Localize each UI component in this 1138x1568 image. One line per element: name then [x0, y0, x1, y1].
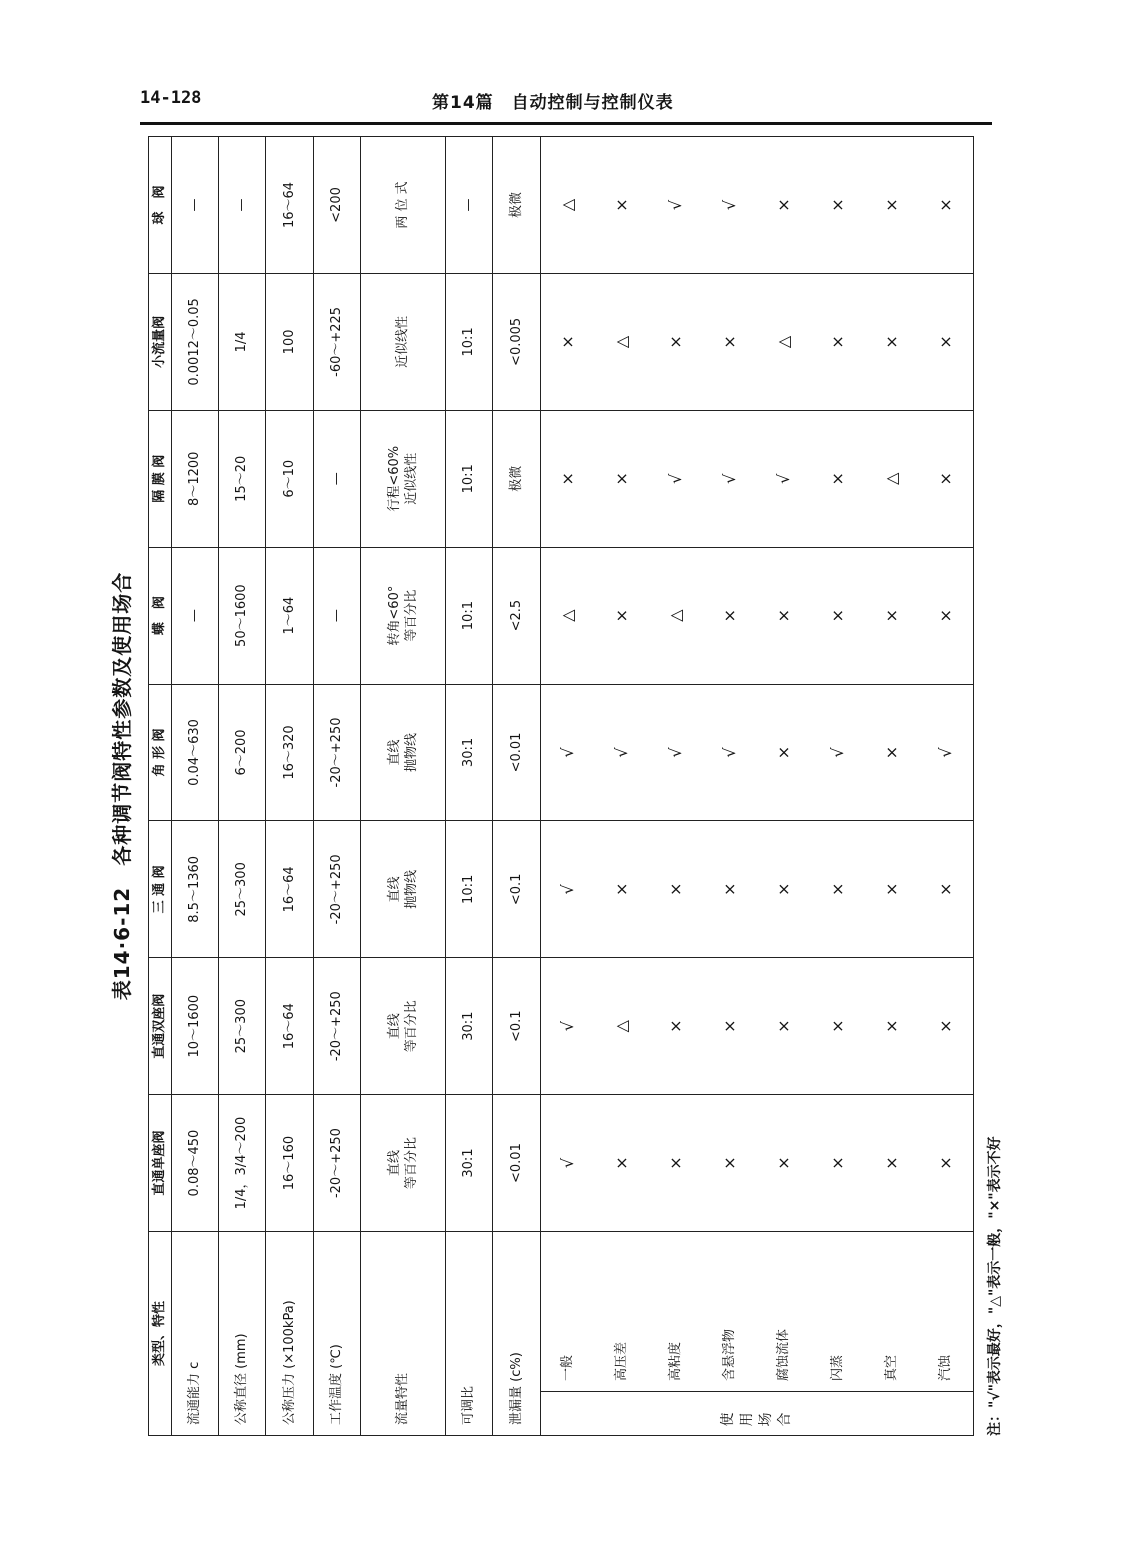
usage-row [595, 137, 649, 1436]
usage-mark: △ [595, 958, 649, 1095]
usage-mark: × [811, 958, 865, 1095]
usage-mark: × [757, 684, 811, 821]
usage-mark: × [703, 1095, 757, 1232]
usage-mark: × [918, 958, 973, 1095]
param-cell: <0.005 [493, 273, 540, 410]
param-row [219, 137, 266, 1436]
usage-mark: × [595, 137, 649, 274]
param-cell: 8～1200 [171, 410, 218, 547]
usage-mark: △ [540, 547, 595, 684]
table-header-row [149, 137, 172, 1436]
usage-label: 高粘度 [649, 1231, 703, 1391]
usage-label: 一般 [540, 1231, 595, 1391]
usage-mark: × [757, 547, 811, 684]
param-label: 泄漏量 (c%) [493, 1231, 540, 1435]
usage-mark: × [865, 821, 919, 958]
usage-mark: √ [918, 684, 973, 821]
param-cell: 10:1 [445, 273, 492, 410]
param-label: 工作温度 (℃) [313, 1231, 360, 1435]
param-label: 公称压力 (×100kPa) [266, 1231, 313, 1435]
usage-mark: × [811, 410, 865, 547]
usage-mark: × [918, 410, 973, 547]
param-cell: 25～300 [219, 821, 266, 958]
param-cell: 15～20 [219, 410, 266, 547]
param-cell: 6～10 [266, 410, 313, 547]
usage-mark: × [865, 958, 919, 1095]
usage-mark: × [811, 273, 865, 410]
param-cell: 100 [266, 273, 313, 410]
usage-mark: × [649, 958, 703, 1095]
usage-mark: √ [540, 958, 595, 1095]
usage-mark: × [811, 547, 865, 684]
usage-row [540, 137, 595, 1436]
usage-mark: √ [649, 410, 703, 547]
param-cell: 10:1 [445, 821, 492, 958]
param-cell: <0.01 [493, 684, 540, 821]
param-label: 可调比 [445, 1231, 492, 1435]
param-cell: 8.5～1360 [171, 821, 218, 958]
param-cell: 1/4，3/4～200 [219, 1095, 266, 1232]
header-valve-type: 角 形 阀 [149, 684, 172, 821]
page-number: 14-128 [140, 88, 202, 108]
header-valve-type: 三 通 阀 [149, 821, 172, 958]
page-header [140, 88, 992, 122]
usage-mark: √ [540, 1095, 595, 1232]
usage-mark: × [865, 273, 919, 410]
usage-mark: √ [540, 684, 595, 821]
usage-mark: × [811, 137, 865, 274]
usage-label: 真空 [865, 1231, 919, 1391]
param-row [171, 137, 218, 1436]
header-valve-type: 小流量阀 [149, 273, 172, 410]
usage-mark: × [703, 547, 757, 684]
usage-label: 高压差 [595, 1231, 649, 1391]
usage-row [918, 137, 973, 1436]
param-cell: 0.04～630 [171, 684, 218, 821]
usage-mark: △ [865, 410, 919, 547]
header-rule [140, 122, 992, 125]
usage-mark: △ [649, 547, 703, 684]
usage-mark: × [811, 821, 865, 958]
usage-mark: × [918, 137, 973, 274]
usage-mark: × [703, 273, 757, 410]
usage-mark: √ [703, 684, 757, 821]
rotated-table-region [110, 136, 1003, 1436]
param-cell: 25～300 [219, 958, 266, 1095]
param-cell: 16～64 [266, 821, 313, 958]
usage-mark: × [918, 273, 973, 410]
param-label: 公称直径 (mm) [219, 1231, 266, 1435]
param-cell: 30:1 [445, 1095, 492, 1232]
param-cell: — [171, 137, 218, 274]
usage-label: 含悬浮物 [703, 1231, 757, 1391]
param-row [361, 137, 445, 1436]
param-row [445, 137, 492, 1436]
header-valve-type: 隔 膜 阀 [149, 410, 172, 547]
usage-mark: × [595, 410, 649, 547]
usage-mark: × [595, 547, 649, 684]
param-label: 流量特性 [361, 1231, 445, 1435]
usage-mark: × [595, 1095, 649, 1232]
param-cell: 16～64 [266, 958, 313, 1095]
param-cell: 50～1600 [219, 547, 266, 684]
param-cell: <200 [313, 137, 360, 274]
param-cell: 1/4 [219, 273, 266, 410]
section-title: 第14篇 自动控制与控制仪表 [432, 93, 674, 113]
param-row [493, 137, 540, 1436]
usage-mark: △ [540, 137, 595, 274]
usage-mark: × [649, 821, 703, 958]
param-cell: 10:1 [445, 547, 492, 684]
param-cell: 10～1600 [171, 958, 218, 1095]
param-cell: 近似线性 [361, 273, 445, 410]
usage-mark: × [649, 1095, 703, 1232]
usage-mark: × [703, 821, 757, 958]
usage-mark: × [918, 547, 973, 684]
param-cell: 直线 等百分比 [361, 958, 445, 1095]
usage-mark: √ [649, 137, 703, 274]
param-cell: — [445, 137, 492, 274]
usage-mark: √ [540, 821, 595, 958]
header-valve-type: 直通单座阀 [149, 1095, 172, 1232]
usage-mark: √ [703, 410, 757, 547]
usage-mark: × [865, 684, 919, 821]
param-cell: 直线 抛物线 [361, 821, 445, 958]
header-valve-type: 蝶 阀 [149, 547, 172, 684]
valve-spec-table [148, 136, 974, 1436]
header-category: 类型、特性 [149, 1231, 172, 1435]
param-cell: — [219, 137, 266, 274]
usage-row [649, 137, 703, 1436]
param-cell: 16～64 [266, 137, 313, 274]
usage-mark: √ [649, 684, 703, 821]
param-cell: — [313, 547, 360, 684]
param-cell: -20～+250 [313, 684, 360, 821]
usage-mark: × [540, 410, 595, 547]
param-cell: — [313, 410, 360, 547]
usage-mark: √ [811, 684, 865, 821]
usage-group-label: 使用场合 [540, 1392, 973, 1436]
usage-mark: × [757, 821, 811, 958]
usage-mark: × [865, 137, 919, 274]
param-cell: 16～320 [266, 684, 313, 821]
param-cell: 两 位 式 [361, 137, 445, 274]
usage-mark: × [865, 1095, 919, 1232]
param-label: 流通能力 c [171, 1231, 218, 1435]
param-cell: -20～+250 [313, 958, 360, 1095]
table-caption: 表14·6-12 各种调节阀特性参数及使用场合 [110, 571, 134, 1001]
usage-mark: △ [757, 273, 811, 410]
param-cell: <0.01 [493, 1095, 540, 1232]
param-cell: 极微 [493, 410, 540, 547]
param-cell: <0.1 [493, 821, 540, 958]
param-cell: 10:1 [445, 410, 492, 547]
param-cell: <0.1 [493, 958, 540, 1095]
usage-label: 腐蚀流体 [757, 1231, 811, 1391]
usage-label: 汽蚀 [918, 1231, 973, 1391]
usage-row [865, 137, 919, 1436]
usage-mark: × [595, 821, 649, 958]
usage-label: 闪蒸 [811, 1231, 865, 1391]
usage-mark: √ [595, 684, 649, 821]
param-row [313, 137, 360, 1436]
usage-mark: × [649, 273, 703, 410]
param-cell: <2.5 [493, 547, 540, 684]
param-cell: -60～+225 [313, 273, 360, 410]
param-cell: 6～200 [219, 684, 266, 821]
usage-mark: × [757, 958, 811, 1095]
usage-row [757, 137, 811, 1436]
usage-mark: △ [595, 273, 649, 410]
usage-row [811, 137, 865, 1436]
usage-mark: × [918, 821, 973, 958]
usage-mark: × [703, 958, 757, 1095]
param-cell: 0.08～450 [171, 1095, 218, 1232]
header-valve-type: 球 阀 [149, 137, 172, 274]
usage-mark: × [811, 1095, 865, 1232]
param-cell: 直线 抛物线 [361, 684, 445, 821]
param-cell: 30:1 [445, 958, 492, 1095]
header-valve-type: 直通双座阀 [149, 958, 172, 1095]
usage-mark: × [865, 547, 919, 684]
param-cell: 30:1 [445, 684, 492, 821]
param-cell: 转角<60° 等百分比 [361, 547, 445, 684]
usage-mark: × [757, 1095, 811, 1232]
table-body [171, 137, 973, 1436]
usage-mark: √ [703, 137, 757, 274]
param-cell: 直线 等百分比 [361, 1095, 445, 1232]
usage-row [703, 137, 757, 1436]
usage-mark: × [540, 273, 595, 410]
table-footnote: 注："√"表示最好，"△"表示一般，"×"表示不好 [987, 1136, 1003, 1436]
param-cell: 16～160 [266, 1095, 313, 1232]
param-cell: -20～+250 [313, 1095, 360, 1232]
param-cell: 行程<60% 近似线性 [361, 410, 445, 547]
param-row [266, 137, 313, 1436]
param-cell: 1～64 [266, 547, 313, 684]
param-cell: 0.0012～0.05 [171, 273, 218, 410]
usage-mark: × [918, 1095, 973, 1232]
param-cell: 极微 [493, 137, 540, 274]
param-cell: — [171, 547, 218, 684]
param-cell: -20～+250 [313, 821, 360, 958]
usage-mark: √ [757, 410, 811, 547]
usage-mark: × [757, 137, 811, 274]
